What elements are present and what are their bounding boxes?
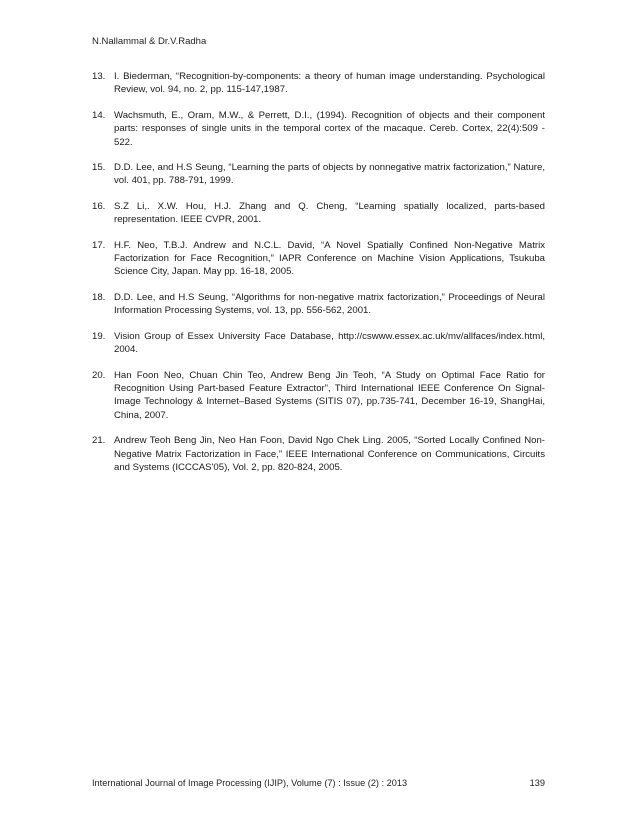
reference-number: 17. bbox=[92, 239, 106, 251]
reference-text: Vision Group of Essex University Face Database, http://cswww.essex.ac.uk/mv/allfaces/index.html, 2004. bbox=[114, 330, 545, 356]
page-number: 139 bbox=[529, 778, 545, 788]
reference-number: 20. bbox=[92, 369, 106, 381]
reference-text: Han Foon Neo, Chuan Chin Teo, Andrew Beng Jin Teoh, “A Study on Optimal Face Ratio for Recognition Using Part-based Feature Extractor”, Third International IEEE Conference On Signal-Image Technology & Internet–Based Systems (SITIS 07), pp.735-741, December 16-19, ShangHai, China, 2007. bbox=[114, 369, 545, 421]
reference-text: I. Biederman, “Recognition-by-components: a theory of human image understanding. Psychological Review, vol. 94, no. 2, pp. 115-147,1987. bbox=[114, 71, 545, 96]
reference-item bbox=[92, 200, 545, 227]
reference-item bbox=[92, 239, 545, 279]
reference-item bbox=[92, 161, 545, 188]
reference-number: 21. bbox=[92, 435, 106, 447]
reference-text: Wachsmuth, E., Oram, M.W., & Perrett, D.I., (1994). Recognition of objects and their component parts: responses of single units in the temporal cortex of the macaque. Cereb. Cortex, 22(4):509 - 522. bbox=[114, 109, 545, 148]
reference-number: 16. bbox=[92, 200, 106, 212]
journal-citation: International Journal of Image Processing (IJIP), Volume (7) : Issue (2) : 2013 bbox=[92, 778, 408, 788]
reference-text: S.Z Li,. X.W. Hou, H.J. Zhang and Q. Cheng, “Learning spatially localized, parts-based representation. IEEE CVPR, 2001. bbox=[114, 200, 545, 226]
reference-number: 18. bbox=[92, 291, 106, 303]
reference-item bbox=[92, 369, 545, 423]
reference-number: 14. bbox=[92, 109, 106, 121]
running-header: N.Nallammal & Dr.V.Radha bbox=[92, 36, 207, 47]
reference-text: D.D. Lee, and H.S Seung, “Learning the parts of objects by nonnegative matrix factorization,” Nature, vol. 401, pp. 788-791, 1999. bbox=[114, 162, 545, 187]
reference-list bbox=[92, 70, 545, 486]
reference-item bbox=[92, 330, 545, 357]
reference-number: 15. bbox=[92, 162, 106, 174]
reference-item bbox=[92, 434, 545, 474]
reference-number: 13. bbox=[92, 71, 106, 82]
reference-item bbox=[92, 291, 545, 318]
reference-text: H.F. Neo, T.B.J. Andrew and N.C.L. David, “A Novel Spatially Confined Non-Negative Matrix Factorization for Face Recognition,” IAPR Conference on Machine Vision Applications, Tsukuba Science City, Japan. May pp. 16-18, 2005. bbox=[114, 239, 545, 278]
reference-text: Andrew Teoh Beng Jin, Neo Han Foon, David Ngo Chek Ling. 2005, “Sorted Locally Confined Non-Negative Matrix Factorization in Face,” IEEE International Conference on Communications, Circuits and Systems (ICCCAS'05), Vol. 2, pp. 820-824, 2005. bbox=[114, 435, 545, 473]
reference-item bbox=[92, 109, 545, 149]
reference-text: D.D. Lee, and H.S Seung, “Algorithms for non-negative matrix factorization,” Proceedings of Neural Information Processing Systems, vol. 13, pp. 556-562, 2001. bbox=[114, 291, 545, 317]
reference-number: 19. bbox=[92, 330, 106, 342]
reference-item bbox=[92, 70, 545, 97]
